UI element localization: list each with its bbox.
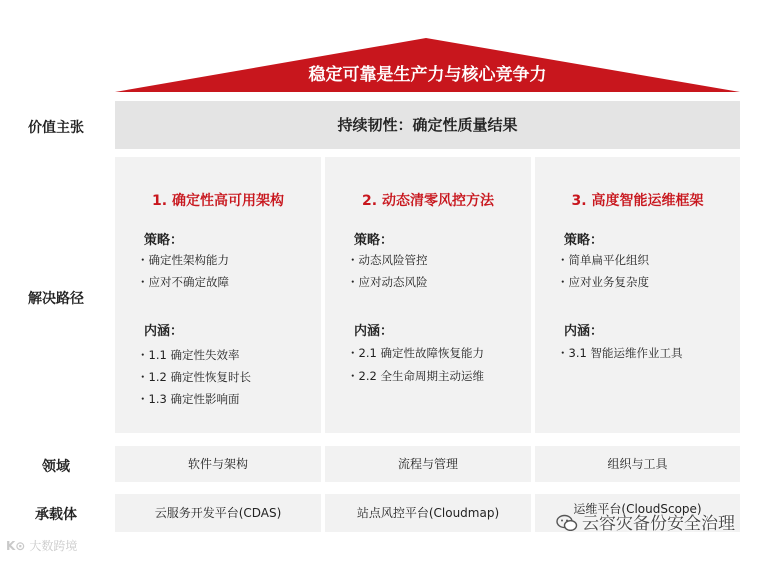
watermark-left-text: 大数跨境 bbox=[29, 539, 78, 553]
wechat-icon bbox=[556, 514, 578, 532]
roof-title: 稳定可靠是生产力与核心竞争力 bbox=[308, 65, 547, 85]
domain-box-2: 流程与管理 bbox=[325, 446, 531, 482]
row-label-carrier: 承载体 bbox=[35, 507, 77, 523]
content-item: ・3.1 智能运维作业工具 bbox=[557, 346, 683, 360]
watermark-right-text: 云容灾备份安全治理 bbox=[582, 514, 735, 534]
watermark-right bbox=[556, 511, 781, 537]
row-label-domain: 领域 bbox=[42, 459, 70, 475]
strategy-item: ・应对业务复杂度 bbox=[557, 275, 649, 289]
strategy-item: ・动态风险管控 bbox=[347, 253, 428, 267]
strategy-label: 策略： bbox=[564, 233, 604, 248]
watermark-left bbox=[6, 537, 77, 554]
content-label: 内涵： bbox=[564, 324, 604, 339]
content-item: ・2.2 全生命周期主动运维 bbox=[347, 369, 484, 383]
column-title: 2. 动态清零风控方法 bbox=[362, 193, 494, 209]
solution-column-2 bbox=[325, 157, 531, 433]
solution-column-3 bbox=[535, 157, 740, 433]
carrier-box-2: 站点风控平台(Cloudmap) bbox=[325, 494, 531, 532]
column-title: 3. 高度智能运维框架 bbox=[571, 193, 704, 209]
content-label: 内涵： bbox=[354, 324, 394, 339]
solution-column-1 bbox=[115, 157, 321, 433]
column-title: 1. 确定性高可用架构 bbox=[152, 193, 284, 209]
carrier-box-3: 运维平台(CloudScope) bbox=[535, 494, 740, 532]
content-item: ・1.3 确定性影响面 bbox=[137, 392, 240, 406]
domain-box-1: 软件与架构 bbox=[115, 446, 321, 482]
strategy-item: ・应对动态风险 bbox=[347, 275, 428, 289]
content-label: 内涵： bbox=[144, 324, 184, 339]
content-item: ・2.1 确定性故障恢复能力 bbox=[347, 346, 484, 360]
strategy-item: ・确定性架构能力 bbox=[137, 253, 229, 267]
strategy-item: ・应对不确定故障 bbox=[137, 275, 229, 289]
row-label-solution: 解决路径 bbox=[28, 291, 84, 307]
row-label-value: 价值主张 bbox=[28, 120, 84, 136]
content-item: ・1.2 确定性恢复时长 bbox=[137, 370, 251, 384]
watermark-logo: K⊙ bbox=[6, 539, 26, 553]
strategy-item: ・简单扁平化组织 bbox=[557, 253, 649, 267]
carrier-box-1: 云服务开发平台(CDAS) bbox=[115, 494, 321, 532]
domain-box-3: 组织与工具 bbox=[535, 446, 740, 482]
value-proposition-box: 持续韧性：确定性质量结果 bbox=[115, 101, 740, 149]
strategy-label: 策略： bbox=[354, 233, 394, 248]
content-item: ・1.1 确定性失效率 bbox=[137, 348, 240, 362]
strategy-label: 策略： bbox=[144, 233, 184, 248]
